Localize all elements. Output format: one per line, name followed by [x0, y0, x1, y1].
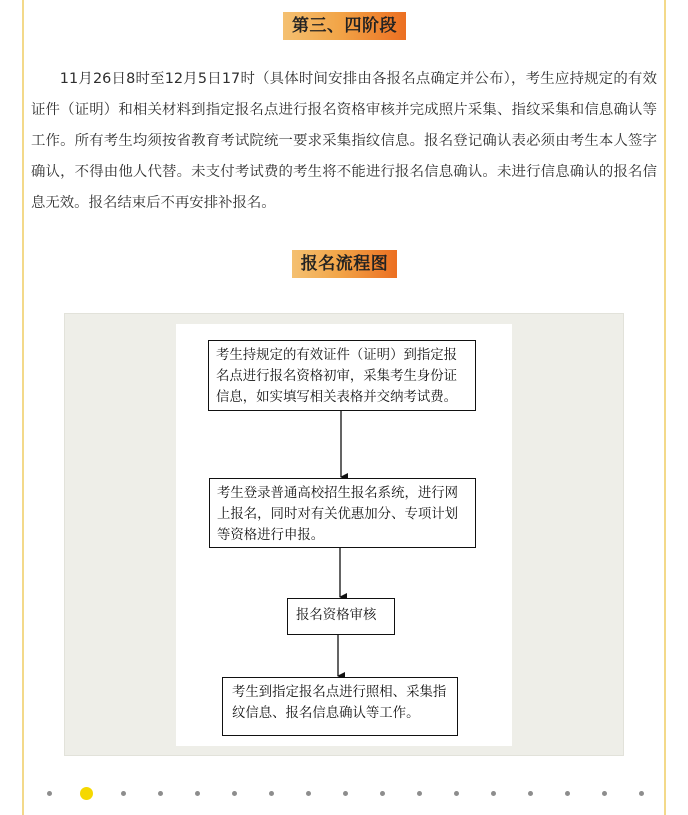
pagination-dot[interactable] — [158, 791, 163, 796]
flow-step-1: 考生持规定的有效证件（证明）到指定报名点进行报名资格初审，采集考生身份证信息，如实填写相关表格并交纳考试费。 — [208, 340, 476, 411]
pagination-dot[interactable] — [195, 791, 200, 796]
pagination-dot[interactable] — [454, 791, 459, 796]
pagination-dot[interactable] — [602, 791, 607, 796]
frame-left-border — [22, 0, 24, 815]
flow-step-2: 考生登录普通高校招生报名系统，进行网上报名，同时对有关优惠加分、专项计划等资格进行申报。 — [209, 478, 476, 548]
section-title-stage-3-4: 第三、四阶段 — [283, 12, 406, 40]
flow-step-3: 报名资格审核 — [287, 598, 395, 635]
pagination-dot[interactable] — [639, 791, 644, 796]
pagination-dot[interactable] — [232, 791, 237, 796]
stage-description-paragraph: 11月26日8时至12月5日17时（具体时间安排由各报名点确定并公布），考生应持规定的有效证件（证明）和相关材料到指定报名点进行报名资格审核并完成照片采集、指纹采集和信息确认等工作。所有考生均须按省教育考试院统一要求采集指纹信息。报名登记确认表必须由考生本人签字确认，不得由他人代替。未支付考试费的考生将不能进行报名信息确认。未进行信息确认的报名信息无效。报名结束后不再安排补报名。 — [31, 71, 657, 211]
pagination-dot[interactable] — [47, 791, 52, 796]
pagination-dot[interactable] — [306, 791, 311, 796]
pagination-dot[interactable] — [491, 791, 496, 796]
pagination-dot[interactable] — [380, 791, 385, 796]
section-title-flowchart: 报名流程图 — [292, 250, 397, 278]
frame-right-border — [664, 0, 666, 815]
pagination-dot[interactable] — [269, 791, 274, 796]
pagination-dot[interactable] — [343, 791, 348, 796]
pagination-dot-active[interactable] — [80, 787, 93, 800]
flow-step-4: 考生到指定报名点进行照相、采集指纹信息、报名信息确认等工作。 — [222, 677, 458, 736]
pagination-dot[interactable] — [417, 791, 422, 796]
pagination-dot[interactable] — [121, 791, 126, 796]
pagination-dots — [0, 780, 688, 808]
pagination-dot[interactable] — [528, 791, 533, 796]
pagination-dot[interactable] — [565, 791, 570, 796]
